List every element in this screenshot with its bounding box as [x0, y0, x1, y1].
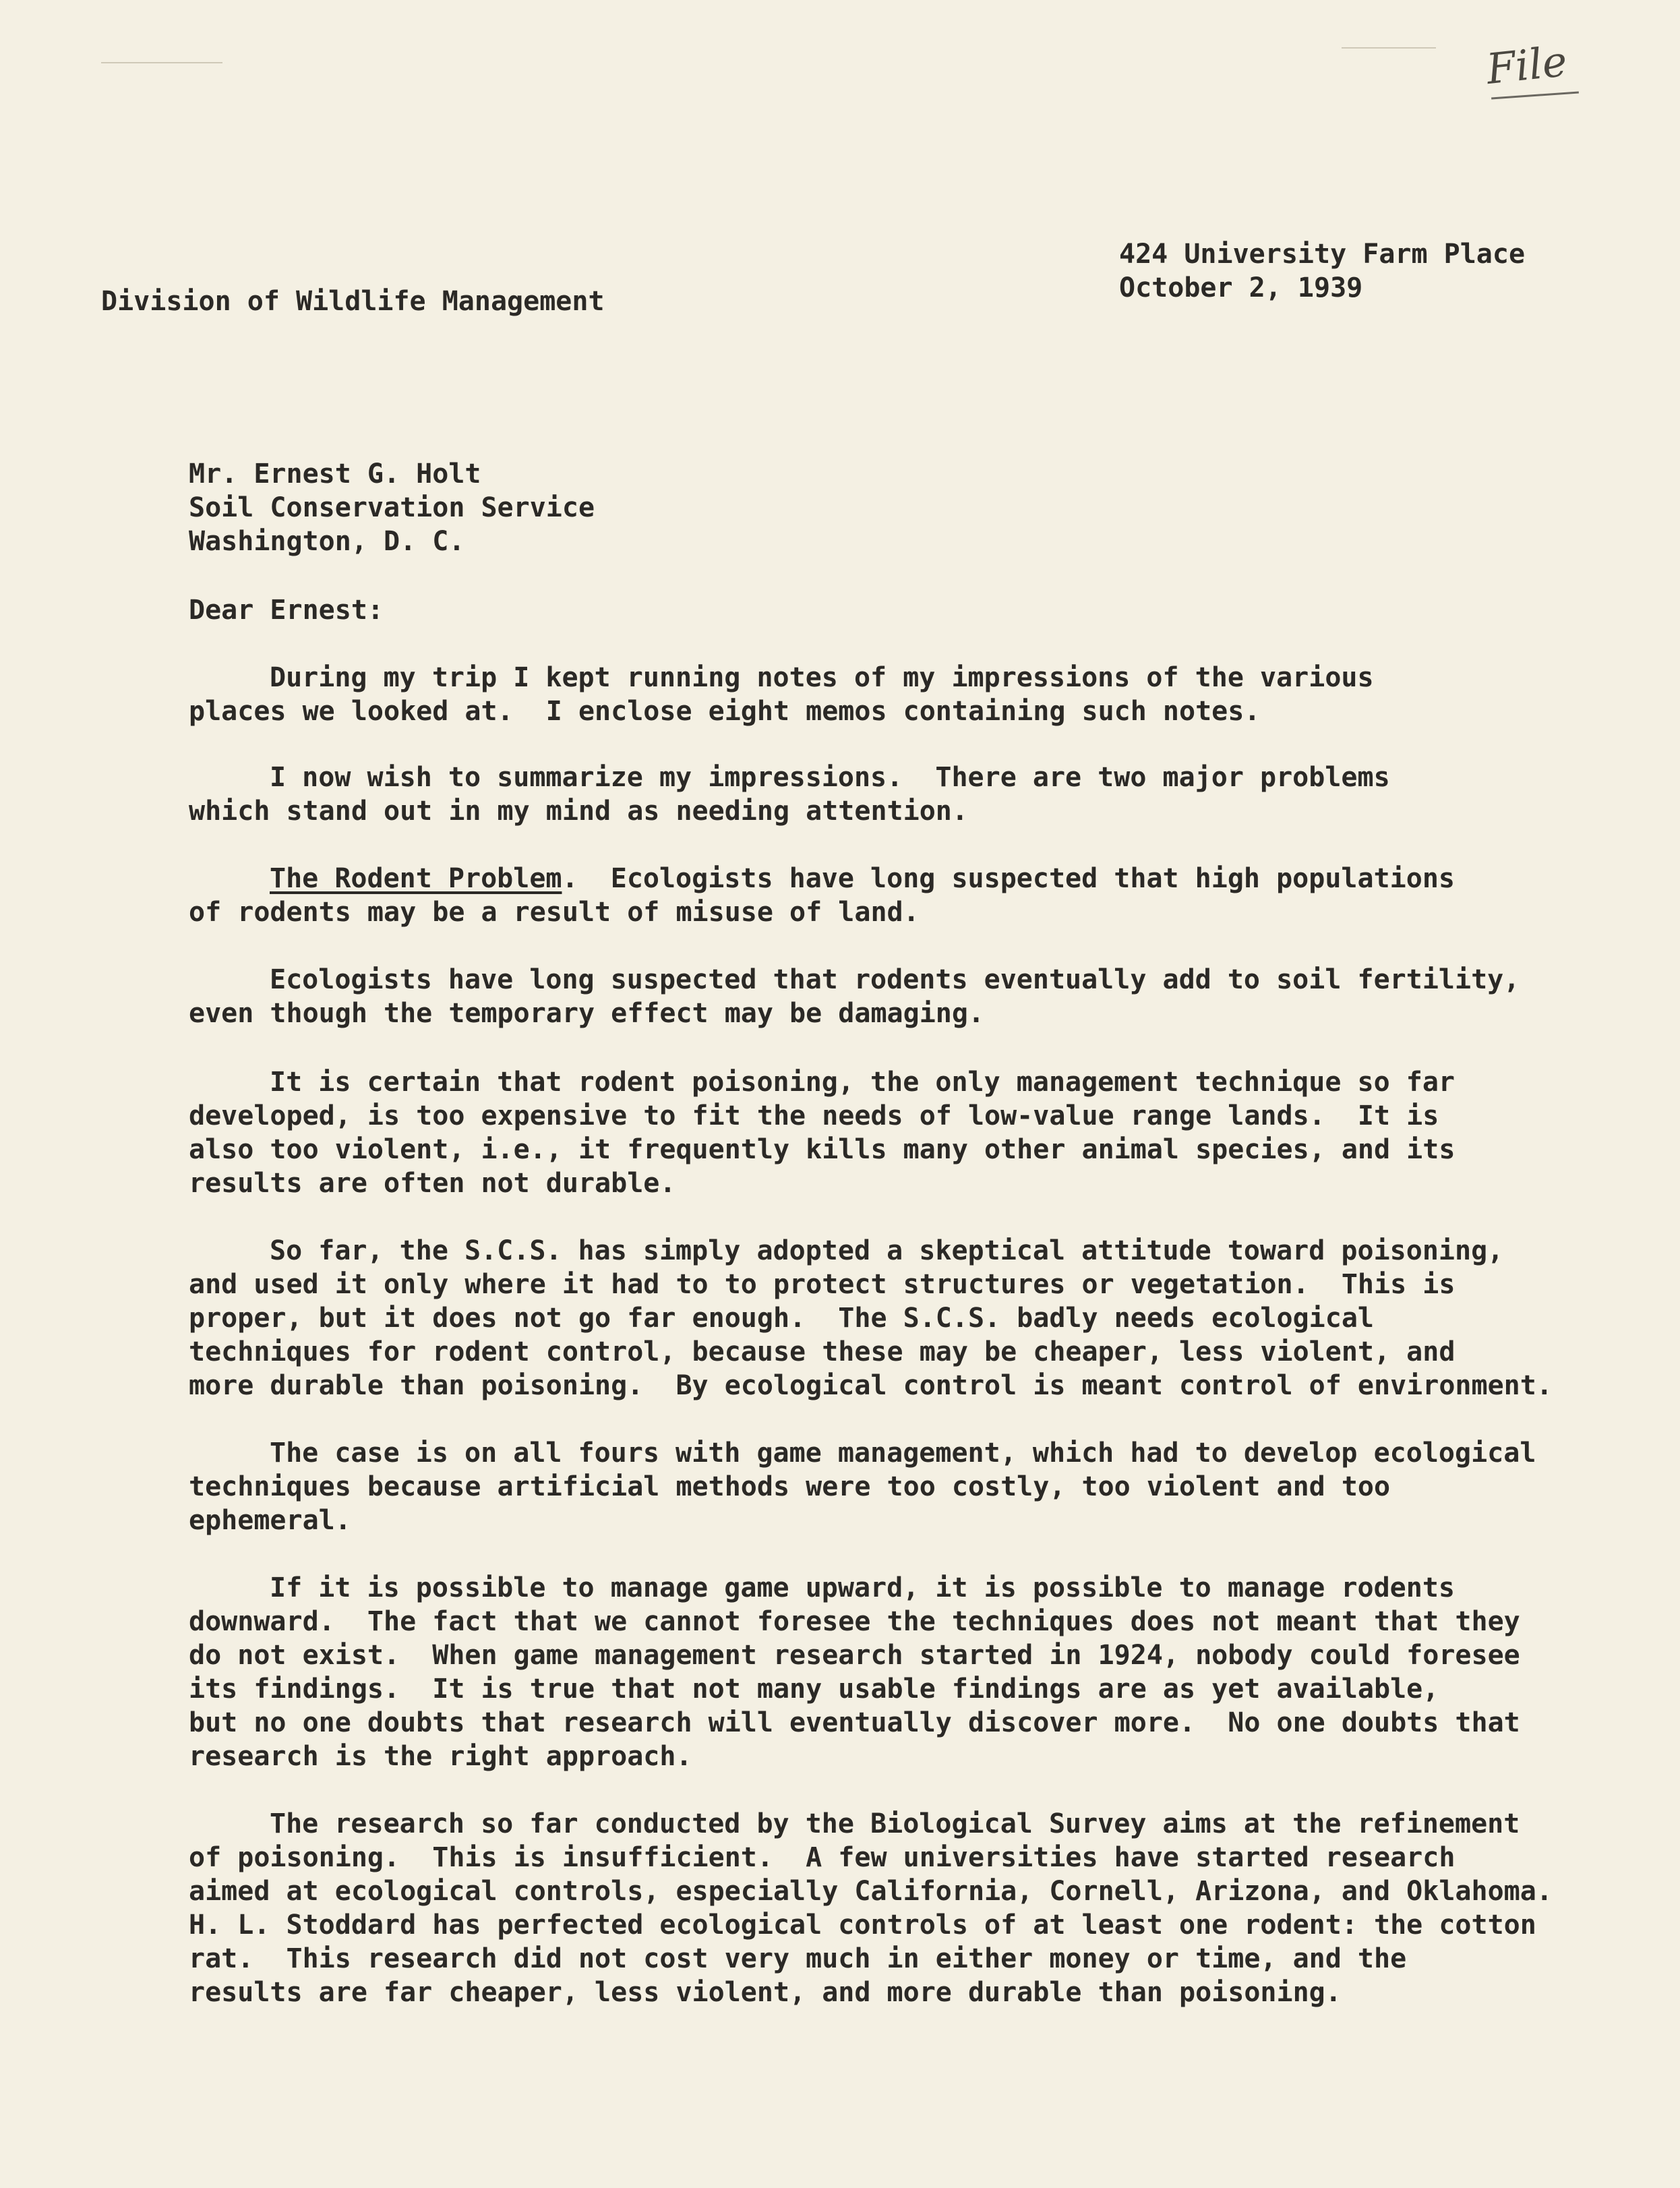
- paragraph-line: The research so far conducted by the Biological Survey aims at the refinement: [270, 1808, 1520, 1839]
- paragraph-line: techniques because artificial methods were too costly, too violent and too: [189, 1471, 1391, 1502]
- section-heading-rodent-problem: The Rodent Problem: [270, 863, 562, 894]
- paragraph-line: of rodents may be a result of misuse of land.: [189, 897, 920, 928]
- paragraph-line: but no one doubts that research will eventually discover more. No one doubts that: [189, 1707, 1520, 1738]
- paragraph-line: I now wish to summarize my impressions. There are two major problems: [270, 762, 1390, 793]
- paragraph-line: more durable than poisoning. By ecological control is meant control of environment.: [189, 1370, 1553, 1401]
- paragraph-line: places we looked at. I enclose eight memos containing such notes.: [189, 696, 1261, 727]
- paragraph-line: During my trip I kept running notes of my impressions of the various: [270, 662, 1374, 693]
- paragraph-9: [189, 1807, 1672, 2009]
- paragraph-line: of poisoning. This is insufficient. A few universities have started research: [189, 1842, 1456, 1873]
- paragraph-line: aimed at ecological controls, especially California, Cornell, Arizona, and Oklahoma.: [189, 1876, 1553, 1907]
- return-address: 424 University Farm Place: [1119, 239, 1526, 270]
- paragraph-4: [189, 963, 1672, 1030]
- paragraph-line-rest: . Ecologists have long suspected that high populations: [562, 863, 1455, 894]
- paragraph-line: its findings. It is true that not many usable findings are as yet available,: [189, 1674, 1439, 1705]
- paragraph-line: and used it only where it had to to protect structures or vegetation. This is: [189, 1269, 1456, 1300]
- paragraph-line: do not exist. When game management research started in 1924, nobody could foresee: [189, 1640, 1520, 1671]
- faint-mark-right: [1342, 47, 1436, 49]
- division-heading: Division of Wildlife Management: [101, 286, 605, 317]
- paragraph-line: results are far cheaper, less violent, and more durable than poisoning.: [189, 1977, 1342, 2008]
- paragraph-line: research is the right approach.: [189, 1741, 692, 1772]
- paragraph-line: also too violent, i.e., it frequently kills many other animal species, and its: [189, 1134, 1456, 1165]
- paragraph-line: The case is on all fours with game management, which had to develop ecological: [270, 1438, 1536, 1469]
- paragraph-line: If it is possible to manage game upward, it is possible to manage rodents: [270, 1572, 1455, 1603]
- paragraph-rodent-problem: [189, 862, 1672, 929]
- paragraph-5: [189, 1065, 1672, 1200]
- paragraph-7: [189, 1436, 1672, 1537]
- paragraph-line: rat. This research did not cost very much in either money or time, and the: [189, 1943, 1407, 1974]
- salutation: Dear Ernest:: [189, 595, 384, 626]
- handwritten-underline: [1491, 91, 1579, 99]
- paragraph-line: downward. The fact that we cannot foresee the techniques does not meant that they: [189, 1606, 1520, 1637]
- paragraph-line: developed, is too expensive to fit the needs of low-value range lands. It is: [189, 1100, 1439, 1131]
- paragraph-line: So far, the S.C.S. has simply adopted a skeptical attitude toward poisoning,: [270, 1235, 1504, 1266]
- paragraph-line: ephemeral.: [189, 1505, 351, 1536]
- recipient-name: Mr. Ernest G. Holt: [189, 459, 481, 490]
- recipient-org: Soil Conservation Service: [189, 492, 595, 523]
- letter-date: October 2, 1939: [1119, 272, 1363, 303]
- paragraph-6: [189, 1234, 1672, 1402]
- paragraph-line: techniques for rodent control, because these may be cheaper, less violent, and: [189, 1336, 1456, 1367]
- paragraph-1: [189, 661, 1672, 728]
- paragraph-line: [189, 862, 1672, 895]
- paragraph-line: It is certain that rodent poisoning, the only management technique so far: [270, 1067, 1455, 1098]
- paragraph-8: [189, 1571, 1672, 1773]
- paragraph-line: results are often not durable.: [189, 1168, 676, 1199]
- paragraph-line: proper, but it does not go far enough. The S.C.S. badly needs ecological: [189, 1303, 1374, 1334]
- faint-mark-left: [101, 62, 222, 63]
- paragraph-line: H. L. Stoddard has perfected ecological controls of at least one rodent: the cotton: [189, 1910, 1536, 1941]
- recipient-city: Washington, D. C.: [189, 526, 465, 557]
- paragraph-2: [189, 761, 1672, 828]
- paragraph-line: Ecologists have long suspected that rodents eventually add to soil fertility,: [270, 964, 1520, 995]
- paragraph-line: which stand out in my mind as needing attention.: [189, 796, 968, 827]
- paragraph-line: even though the temporary effect may be damaging.: [189, 998, 985, 1029]
- handwritten-file-note: File: [1484, 36, 1569, 94]
